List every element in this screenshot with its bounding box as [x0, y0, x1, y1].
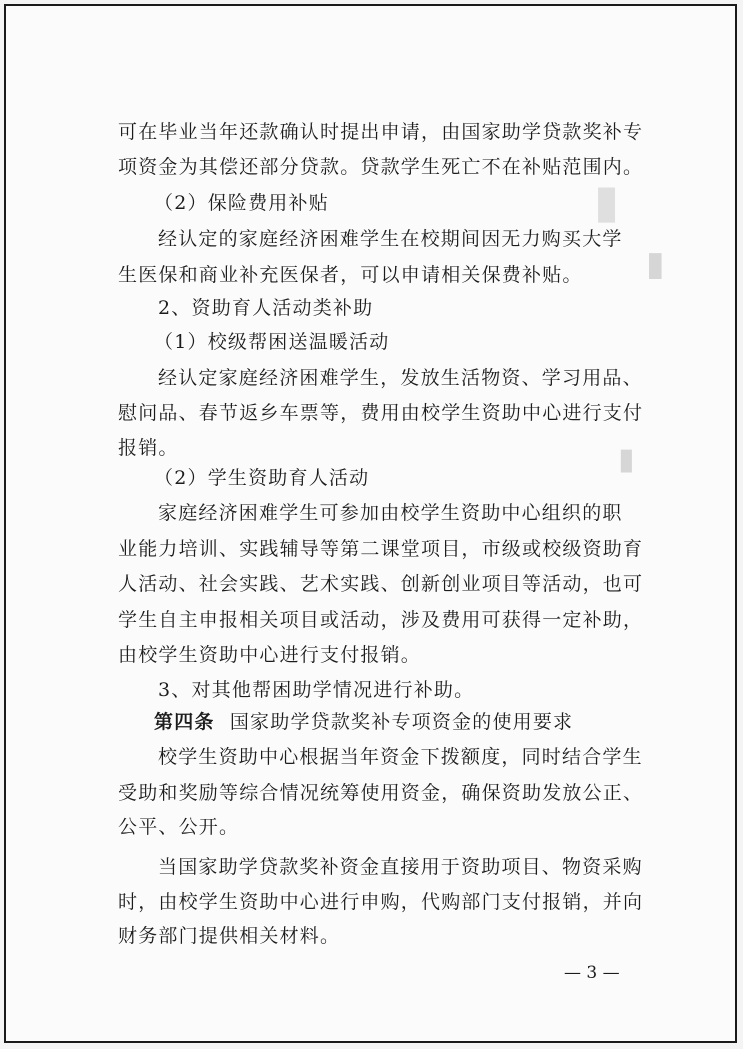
text-line: 慰问品、春节返乡车票等，费用由校学生资助中心进行支付	[118, 402, 644, 424]
document-page	[4, 4, 737, 1043]
text-line: 财务部门提供相关材料。	[118, 925, 341, 947]
section-heading: 3、对其他帮困助学情况进行补助。	[158, 679, 475, 701]
text-line: 家庭经济困难学生可参加由校学生资助中心组织的职	[158, 502, 623, 524]
text-line: 项资金为其偿还部分贷款。贷款学生死亡不在补贴范围内。	[118, 156, 644, 178]
page-number: — 3 —	[564, 963, 620, 983]
text-line: 由校学生资助中心进行支付报销。	[118, 644, 422, 666]
bleed-through-mark: ▮	[594, 174, 620, 228]
bleed-through-mark: ▮	[618, 442, 635, 477]
text-line: 生医保和商业补充医保者，可以申请相关保费补贴。	[118, 264, 583, 286]
article-title: 国家助学贷款奖补专项资金的使用要求	[229, 711, 574, 733]
text-line: 当国家助学贷款奖补资金直接用于资助项目、物资采购	[158, 856, 643, 878]
text-line: 时，由校学生资助中心进行申购，代购部门支付报销，并向	[118, 891, 644, 913]
text-line: 报销。	[118, 437, 179, 459]
section-heading: （2）保险费用补贴	[154, 192, 329, 214]
bleed-through-mark: ▮	[646, 244, 665, 284]
text-line: 学生自主申报相关项目或活动，涉及费用可获得一定补助，	[118, 609, 644, 631]
article-label: 第四条	[154, 711, 215, 733]
article-heading	[6, 709, 737, 735]
section-heading: 2、资助育人活动类补助	[158, 297, 374, 319]
text-line: 业能力培训、实践辅导等第二课堂项目，市级或校级资助育	[118, 538, 644, 560]
text-line: 公平、公开。	[118, 816, 240, 838]
text-line: 经认定的家庭经济困难学生在校期间因无力购买大学	[158, 228, 623, 250]
text-line: 人活动、社会实践、艺术实践、创新创业项目等活动，也可	[118, 573, 644, 595]
text-line: 经认定家庭经济困难学生，发放生活物资、学习用品、	[158, 367, 643, 389]
text-line: 可在毕业当年还款确认时提出申请，由国家助学贷款奖补专	[118, 121, 644, 143]
text-line: 校学生资助中心根据当年资金下拨额度，同时结合学生	[158, 746, 643, 768]
section-heading: （1）校级帮困送温暖活动	[154, 331, 390, 353]
section-heading: （2）学生资助育人活动	[154, 467, 370, 489]
text-line: 受助和奖励等综合情况统筹使用资金，确保资助发放公正、	[118, 782, 644, 804]
